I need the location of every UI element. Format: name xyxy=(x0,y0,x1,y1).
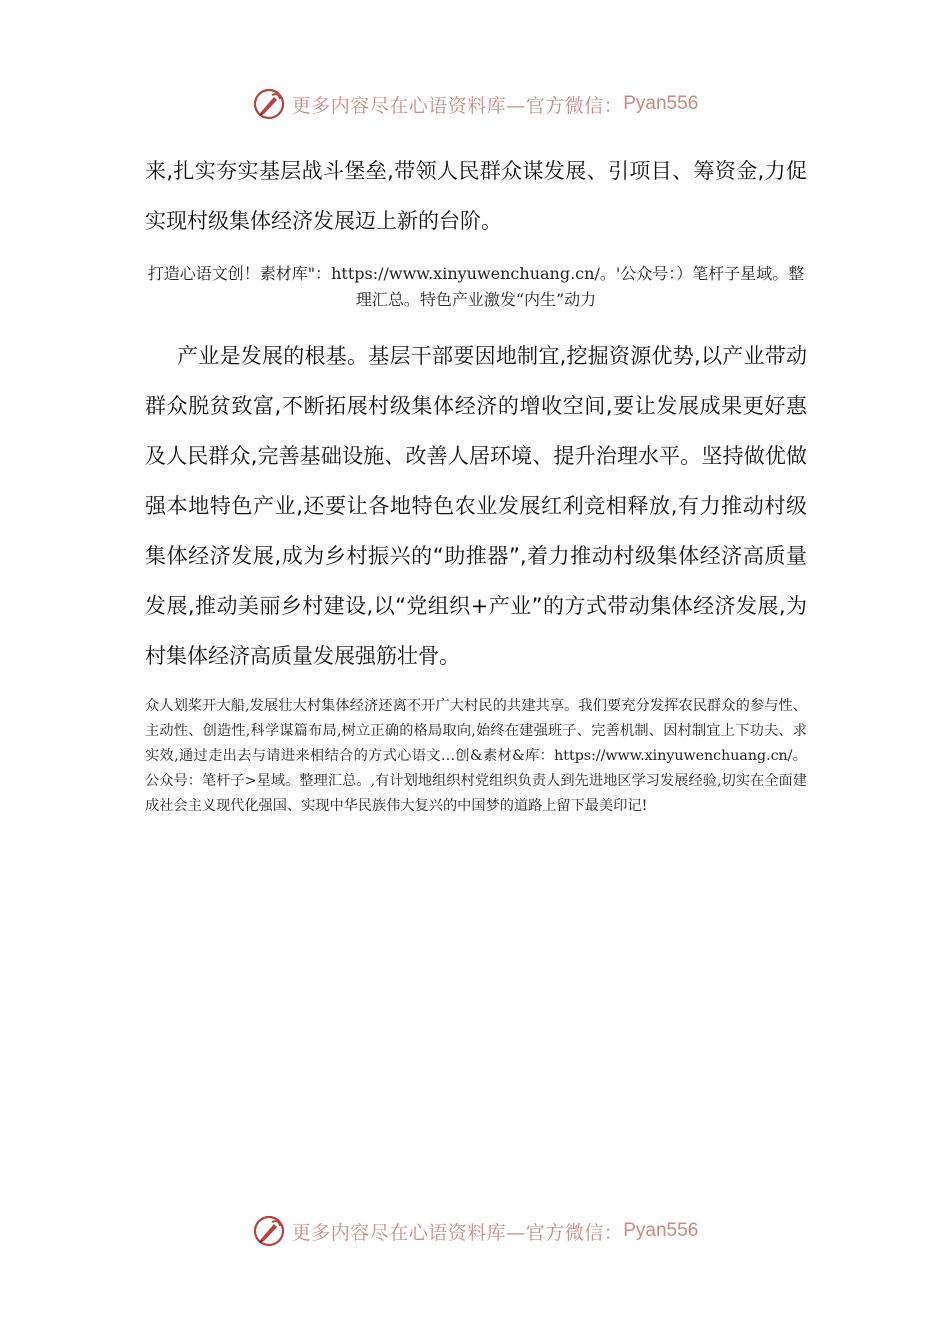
pen-logo-icon xyxy=(252,87,286,121)
pen-logo-icon xyxy=(252,1214,286,1248)
body-paragraph-1: 来,扎实夯实基层战斗堡垒,带领人民群众谋发展、引项目、筹资金,力促实现村级集体经济发展迈上新的台阶。 xyxy=(145,159,807,233)
banner-handle: Pyan556 xyxy=(623,1220,699,1241)
body-paragraph-2: 产业是发展的根基。基层干部要因地制宜,挖掘资源优势,以产业带动群众脱贫致富,不断拓展村级集体经济的增收空间,要让发展成果更好惠及人民群众,完善基础设施、改善人居环境、提升治理水平。坚持做优做强本地特色产业,还要让各地特色农业发展红利竞相释放,有力推动村级集体经济发展,成为乡村振兴的“助推器”,着力推动村级集体经济高质量发展,推动美丽乡村建设,以“党组织+产业”的方式带动集体经济发展,为村集体经济高质量发展强筋壮骨。 xyxy=(145,344,807,668)
banner-handle: Pyan556 xyxy=(623,93,699,114)
banner-text: 更多内容尽在心语资料库—官方微信： xyxy=(291,1221,624,1244)
banner-text: 更多内容尽在心语资料库—官方微信： xyxy=(291,94,624,117)
section-caption: 打造心语文创！素材库"：https://www.xinyuwenchuang.cn/。'公众号：）笔杆子星域。整理汇总。特色产业激发“内生”动力 xyxy=(147,264,805,309)
body-paragraph-3: 众人划桨开大船,发展壮大村集体经济还离不开广大村民的共建共享。我们要充分发挥农民群众的参与性、主动性、创造性,科学谋篇布局,树立正确的格局取向,始终在建强班子、完善机制、因村制宜上下功夫、求实效,通过走出去与请进来相结合的方式心语文…创&素材&库：https://www.xinyuwenchuang.cn/。公众号：笔杆子>星域。整理汇总。,有计划地组织村党组织负责人到先进地区学习发展经验,切实在全面建成社会主义现代化强国、实现中华民族伟大复兴的中国梦的道路上留下最美印记! xyxy=(145,698,807,814)
header-watermark-banner xyxy=(0,84,950,124)
footer-watermark-banner xyxy=(0,1211,950,1251)
